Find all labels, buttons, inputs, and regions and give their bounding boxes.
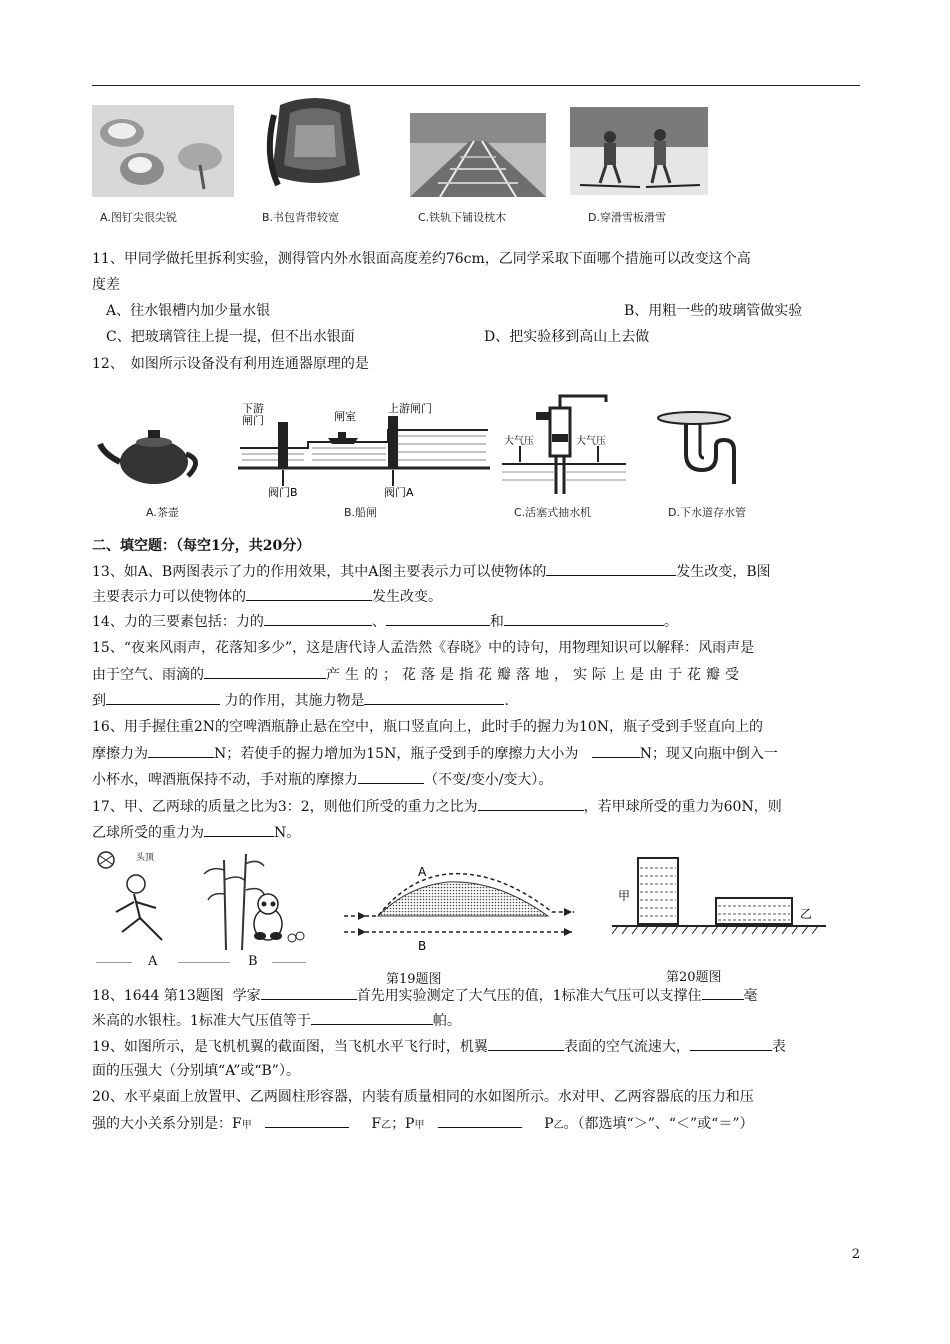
q17-blank-2[interactable] [204,822,274,837]
lock-label-upstream-gate: 上游闸门 [388,402,432,415]
fig19-wing-drawing [338,862,580,954]
caption-c: C.铁轨下铺设枕木 [418,211,507,224]
section-2-title: 二、填空题：（每空1分，共20分） [92,538,311,554]
fig19-label-a: A [418,865,427,879]
skiing-photo [570,107,708,195]
teapot-drawing [96,420,206,490]
fig13-drawing [92,850,322,950]
ship-lock-drawing [238,398,490,498]
q17-blank-1[interactable] [478,796,584,811]
q16-line2 [92,743,860,764]
fig13-label-a: A [148,954,158,969]
q17-text-3: 乙球所受的重力为 [92,825,204,841]
q14-text-2: 、 [371,614,386,630]
fig20-containers-drawing [612,854,826,938]
fig19-caption: 第19题图 [386,972,442,987]
q15-text-4: 力的作用，其施力物是 [224,693,365,709]
q14-blank-2[interactable] [386,611,490,626]
q19-blank-2[interactable] [690,1036,772,1051]
q16-text-3: N；现又向瓶中倒入一 [639,746,778,762]
q12-caption-c: C.活塞式抽水机 [514,506,592,519]
q20-blank-2[interactable] [438,1113,522,1128]
q13-text-1: 13、如A、B两图表示了力的作用效果，其中A图主要表示力可以使物体的 [92,564,547,580]
q17-text-2: ，若甲球所受的重力为60N，则 [583,799,782,815]
q17-text-1: 17、甲、乙两球的质量之比为3：2，则他们所受的重力之比为 [92,799,478,815]
q14-blank-1[interactable] [264,611,372,626]
lock-label-valve-a: 阀门A [384,486,414,498]
q19-blank-1[interactable] [488,1036,564,1051]
q14-text-1: 14、力的三要素包括：力的 [92,614,264,630]
q15-text-2: 产生的；花落是指花瓣落地，实际上是由于花瓣受 [326,667,744,683]
q12-caption-b: B.船闸 [344,506,378,519]
q20-line2 [92,1113,860,1136]
q18-text-7: 帕。 [432,1013,461,1029]
pump-label-left: 大气压 [504,436,534,447]
piston-pump-drawing [502,394,626,498]
q16-text-1: 摩擦力为 [92,746,148,762]
railway-photo [410,113,546,197]
q20-sub-2: 乙 [381,1120,392,1131]
q18-line1 [92,985,860,1006]
q16-blank-1[interactable] [148,743,214,758]
q15-blank-2[interactable] [106,690,220,705]
fig13-underline-b [272,962,306,963]
lock-label-chamber: 闸室 [334,410,356,423]
pump-label-right: 大气压 [576,436,606,447]
caption-b: B.书包背带较宽 [262,211,340,224]
q15-line1: 15、“夜来风雨声，花落知多少”，这是唐代诗人孟浩然《春晓》中的诗句，用物理知识可以解释：风雨声是 [92,640,755,656]
q16-text-5: （不变/变小/变大）。 [424,772,553,788]
page-number: 2 [851,1247,860,1262]
q17-text-4: N。 [274,825,301,841]
q20-text-4: P [544,1116,554,1132]
q12-caption-a: A.茶壶 [146,506,179,519]
q20-sub-1: 甲 [241,1120,252,1131]
q16-line3 [92,769,860,790]
q14-text-4: 。 [663,614,678,630]
lock-label-downstream: 下游 [242,402,264,415]
fig20-label-jia: 甲 [618,889,631,903]
fig13-underline-mid [178,962,230,963]
q14-blank-3[interactable] [504,611,664,626]
header-rule [92,85,860,86]
q13-blank-1[interactable] [546,561,676,576]
q18-text-3: 学家 [232,988,261,1004]
q13-line1 [92,561,860,582]
fig20-label-yi: 乙 [800,907,813,921]
caption-d: D.穿滑雪板滑雪 [588,211,666,224]
q20-text-3: ；P [391,1116,415,1132]
q11-line2: 度差 [92,277,120,293]
q18-blank-3[interactable] [311,1010,433,1025]
q20-text-5: 。（都选填“＞”、“＜”或“＝”） [563,1116,754,1132]
q15-line3 [92,690,860,711]
q17-line2 [92,822,860,843]
q20-text-2: F [371,1116,382,1132]
q16-blank-3[interactable] [358,769,424,784]
q13-text-3: 主要表示力可以使物体的 [92,589,246,605]
q20-line1: 20、水平桌面上放置甲、乙两圆柱形容器，内装有质量相同的水如图所示。水对甲、乙两容器底的压力和压 [92,1089,754,1105]
q13-text-2: 发生改变，B图 [676,564,771,580]
caption-a: A.图钉尖很尖锐 [100,211,177,224]
fig13-head-label: 头顶 [136,853,155,863]
q18-text-5: 毫 [743,988,758,1004]
q15-text-1: 由于空气、雨滴的 [92,667,204,683]
q11-option-a: A、往水银槽内加少量水银 [106,303,271,319]
q15-line2 [92,664,860,685]
q11-line1: 11、甲同学做托里拆利实验，测得管内外水银面高度差约76cm，乙同学采取下面哪个措施可以改变这个高 [92,251,751,267]
q18-text-1: 18、1644 [92,988,160,1004]
schoolbag-photo [260,95,370,197]
q15-text-3: 到 [92,693,106,709]
q13-line2 [92,586,860,607]
q18-text-6: 米高的水银柱。1标准大气压值等于 [92,1013,311,1029]
q18-text-4: 首先用实验测定了大气压的值，1标准大气压可以支撑住 [356,988,702,1004]
fig13-underline-a [96,962,132,963]
q11-option-d: D、把实验移到高山上去做 [484,329,650,345]
q20-text-1: 强的大小关系分别是：F [92,1116,242,1132]
lock-label-valve-b: 阀门B [268,486,298,498]
q19-line2: 面的压强大（分别填“A”或“B”）。 [92,1063,300,1079]
q11-option-c: C、把玻璃管往上提一提，但不出水银面 [106,329,355,345]
q19-text-1: 19、如图所示，是飞机机翼的截面图，当飞机水平飞行时，机翼 [92,1039,488,1055]
lock-label-gate: 闸门 [242,414,264,427]
q18-line2 [92,1010,860,1031]
q12-caption-d: D.下水道存水管 [668,506,746,519]
q14-line [92,611,860,632]
q11-option-b: B、用粗一些的玻璃管做实验 [624,303,803,319]
fig19-label-b: B [418,939,427,953]
q18-blank-2[interactable] [702,985,744,1000]
q16-blank-2[interactable] [592,743,640,758]
q18-text-2: 第13题图 [163,988,224,1004]
q17-line1 [92,796,860,817]
q16-line1: 16、用手握住重2N的空啤酒瓶静止悬在空中，瓶口竖直向上，此时手的握力为10N，瓶子受到手竖直向上的 [92,719,764,735]
q16-text-2: N；若使手的握力增加为15N，瓶子受到手的摩擦力大小为 [214,746,579,762]
q19-text-2: 表面的空气流速大， [563,1039,690,1055]
q13-text-4: 发生改变。 [372,589,442,605]
fig13-label-b: B [248,954,258,969]
q20-sub-4: 乙 [553,1120,564,1131]
q13-blank-2[interactable] [246,586,372,601]
q20-sub-3: 甲 [414,1120,425,1131]
fig20-caption: 第20题图 [666,970,722,985]
q15-text-5: . [504,693,509,709]
q16-text-4: 小杯水，啤酒瓶保持不动，手对瓶的摩擦力 [92,772,358,788]
q20-blank-1[interactable] [265,1113,349,1128]
q15-blank-1[interactable] [204,664,326,679]
q12-text: 12、 如图所示设备没有利用连通器原理的是 [92,356,369,372]
q18-blank-1[interactable] [261,985,357,1000]
q14-text-3: 和 [489,614,504,630]
q19-line1 [92,1036,860,1057]
q19-text-3: 表 [771,1039,786,1055]
drain-trap-drawing [654,410,754,486]
thumbtack-photo [92,105,234,197]
q15-blank-3[interactable] [364,690,504,705]
